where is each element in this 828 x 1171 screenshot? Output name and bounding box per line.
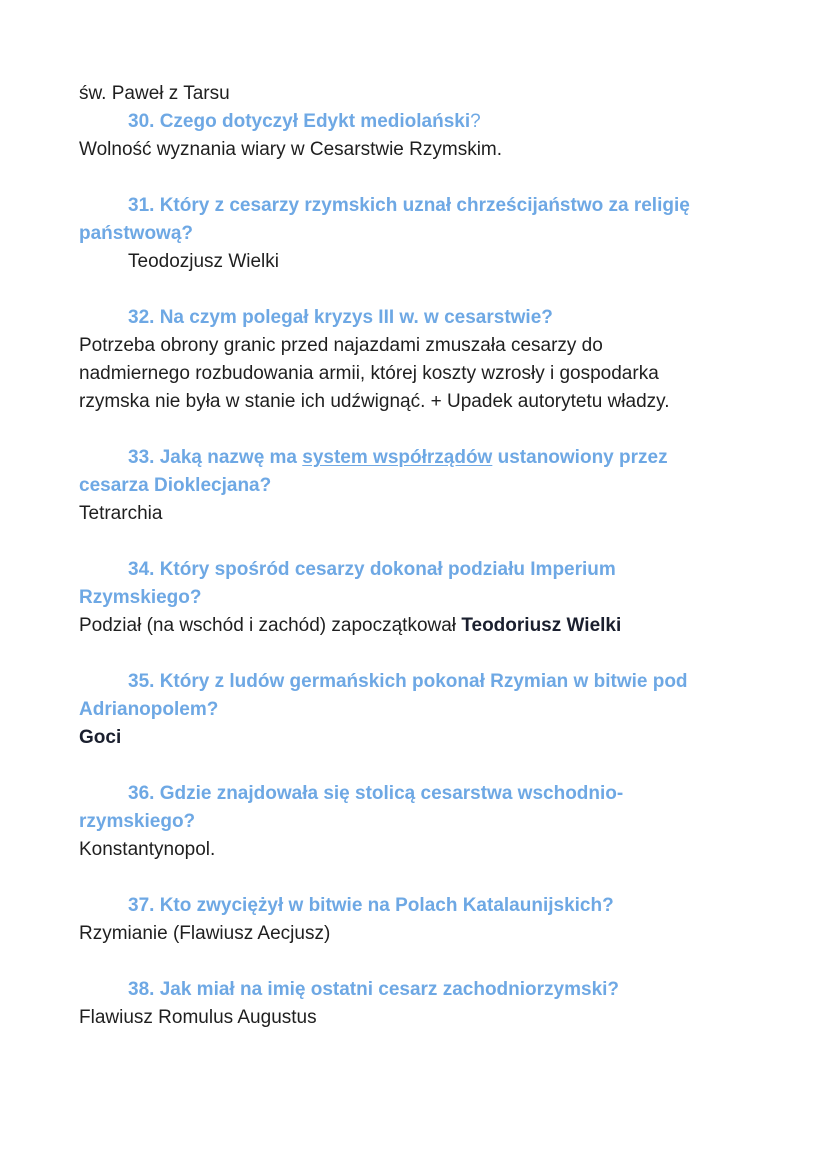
question-30-mark: ? (470, 111, 481, 132)
question-33-line2: cesarza Dioklecjana? (79, 475, 272, 496)
answer-36: Konstantynopol. (79, 839, 216, 860)
question-31-line2: państwową? (79, 223, 194, 244)
question-33-prefix: 33. Jaką nazwę ma (128, 447, 303, 468)
question-34-line1 (79, 556, 759, 584)
question-36-line2: rzymskiego? (79, 811, 196, 832)
answer-35: Goci (79, 727, 122, 748)
question-38 (79, 976, 759, 1004)
question-36-text: 36. Gdzie znajdowała się stolicą cesarstwa wschodnio- (128, 783, 624, 804)
answer-31: Teodozjusz Wielki (128, 251, 279, 272)
question-30-number: 30. (128, 111, 155, 132)
question-31-text: 31. Który z cesarzy rzymskich uznał chrześcijaństwo za religię (128, 195, 690, 216)
question-37 (79, 892, 759, 920)
question-36-line1 (79, 780, 759, 808)
answer-33: Tetrarchia (79, 503, 163, 524)
answer-32-line1: Potrzeba obrony granic przed najazdami zmuszała cesarzy do (79, 335, 603, 356)
question-35-line2: Adrianopolem? (79, 699, 219, 720)
question-31-line1 (79, 192, 759, 220)
question-34-line2: Rzymskiego? (79, 587, 202, 608)
answer-32-line3: rzymska nie była w stanie ich udźwignąć. + Upadek autorytetu władzy. (79, 391, 670, 412)
document-page (79, 80, 759, 1032)
answer-34 (79, 612, 759, 640)
question-33-line1 (79, 444, 759, 472)
question-33-underlined-term: system współrządów (302, 447, 493, 468)
answer-32-line2: nadmiernego rozbudowania armii, której koszty wzrosły i gospodarka (79, 363, 659, 384)
question-30 (79, 108, 759, 136)
question-37-text: 37. Kto zwyciężył w bitwie na Polach Katalaunijskich? (128, 895, 614, 916)
question-32 (79, 304, 759, 332)
question-32-text: 32. Na czym polegał kryzys III w. w cesarstwie? (128, 307, 553, 328)
answer-38: Flawiusz Romulus Augustus (79, 1007, 317, 1028)
question-33-suffix: ustanowiony przez (492, 447, 668, 468)
question-30-text: Czego dotyczył Edykt mediolański (159, 111, 471, 132)
question-35-text: 35. Który z ludów germańskich pokonał Rzymian w bitwie pod (128, 671, 688, 692)
answer-30: Wolność wyznania wiary w Cesarstwie Rzymskim. (79, 139, 503, 160)
answer-34-bold: Teodoriusz Wielki (461, 615, 622, 636)
answer-29: św. Paweł z Tarsu (79, 83, 230, 104)
answer-34-prefix: Podział (na wschód i zachód) zapoczątkował (79, 615, 462, 636)
question-35-line1 (79, 668, 759, 696)
answer-37: Rzymianie (Flawiusz Aecjusz) (79, 923, 331, 944)
question-34-text: 34. Który spośród cesarzy dokonał podziału Imperium (128, 559, 616, 580)
question-38-text: 38. Jak miał na imię ostatni cesarz zachodniorzymski? (128, 979, 620, 1000)
